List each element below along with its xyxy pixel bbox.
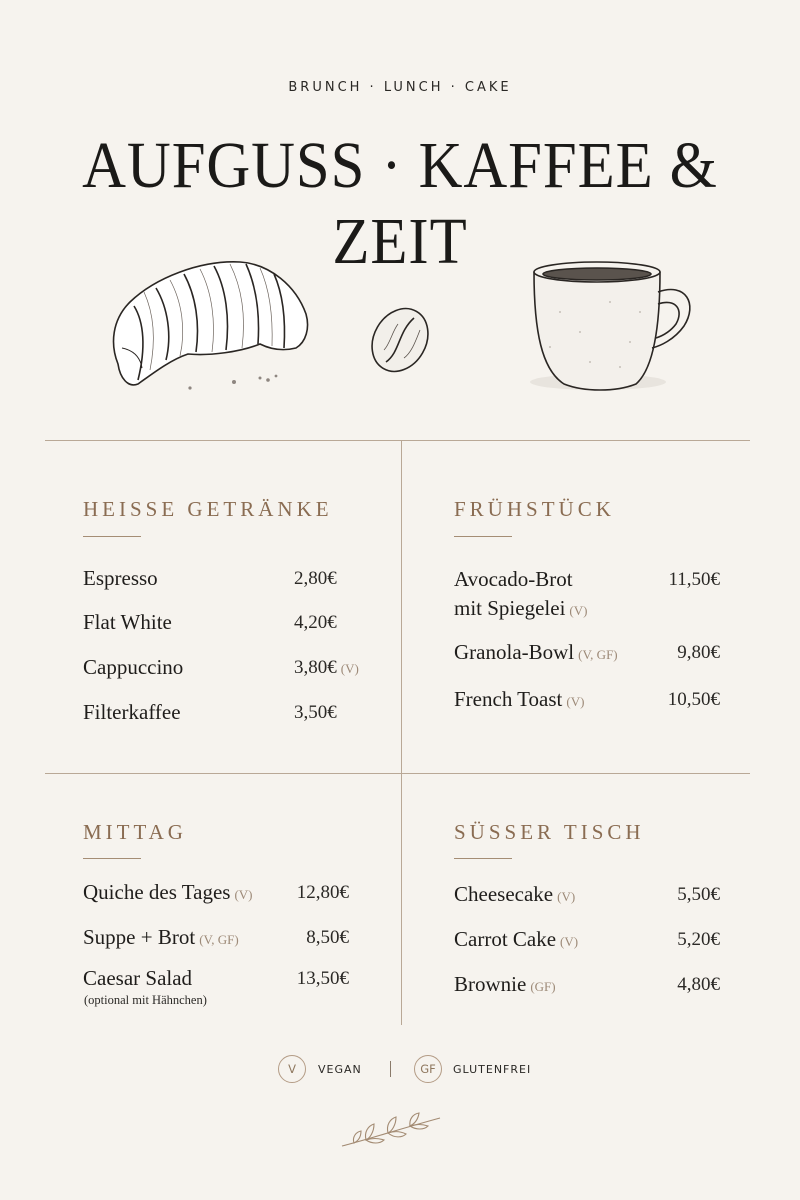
divider-vertical (401, 440, 402, 1025)
menu-item-name: Carrot Cake (V) (454, 927, 579, 951)
menu-item-note: (optional mit Hähnchen) (84, 993, 207, 1007)
menu-item-name: Granola-Bowl (V, GF) (454, 640, 618, 664)
section-rule (83, 858, 141, 859)
menu-item-name: French Toast (V) (454, 687, 585, 711)
menu-item-price: 3,50€ (294, 702, 337, 723)
diet-tag: (V) (566, 694, 585, 709)
menu-item-price: 5,50€ (677, 884, 720, 905)
menu-item-name: Cheesecake (V) (454, 882, 576, 906)
tagline: BRUNCH · LUNCH · CAKE (288, 80, 512, 95)
menu-item-name-line2: mit Spiegelei (V) (454, 596, 588, 620)
section-rule (454, 858, 512, 859)
menu-item-name: Brownie (GF) (454, 972, 556, 996)
vegan-label: VEGAN (318, 1063, 362, 1076)
legend-separator (390, 1061, 391, 1077)
legend (0, 1055, 800, 1085)
diet-tag: (V) (340, 661, 359, 676)
divider-middle (45, 773, 750, 774)
menu-item-name: Filterkaffee (83, 700, 181, 724)
menu-item-price: 4,20€ (294, 612, 337, 633)
section-title-fruehstueck: FRÜHSTÜCK (454, 497, 615, 521)
coffee-bean-icon (360, 300, 440, 380)
section-rule (83, 536, 141, 537)
menu-item-price: 10,50€ (667, 689, 720, 710)
menu-item-name: Avocado-Brot (454, 567, 573, 591)
menu-item-name: Flat White (83, 610, 172, 634)
glutenfree-symbol: GF (414, 1055, 442, 1083)
menu-item-name: Cappuccino (83, 655, 184, 679)
section-title-heisse-getraenke: HEISSE GETRÄNKE (83, 497, 333, 521)
diet-tag: (V, GF) (199, 932, 239, 947)
menu-item-price: 9,80€ (677, 642, 720, 663)
menu-item-price: 8,50€ (306, 927, 349, 948)
diet-tag: (V) (557, 889, 576, 904)
menu-item-price: 3,80€ (V) (294, 657, 359, 678)
page-title: AUFGUSS · KAFFEE & ZEIT (82, 129, 718, 278)
section-rule (454, 536, 512, 537)
menu-item-price: 5,20€ (677, 929, 720, 950)
menu-item-name: Espresso (83, 566, 158, 590)
menu-item-name: Suppe + Brot (V, GF) (83, 925, 239, 949)
croissant-icon (100, 252, 320, 397)
menu-item-name: Caesar Salad (83, 966, 193, 990)
section-title-mittag: MITTAG (83, 820, 187, 844)
menu-item-price: 11,50€ (668, 569, 720, 590)
menu-item-price: 4,80€ (677, 974, 720, 995)
section-title-suesser-tisch: SÜSSER TISCH (454, 820, 645, 844)
menu-item-name: Quiche des Tages (V) (83, 880, 253, 904)
diet-tag: (V) (234, 887, 253, 902)
divider-top (45, 440, 750, 441)
diet-tag: (V) (569, 603, 588, 618)
menu-item-price: 12,80€ (296, 882, 349, 903)
menu-item-price: 2,80€ (294, 568, 337, 589)
diet-tag: (V) (560, 934, 579, 949)
coffee-cup-icon (520, 252, 700, 397)
leaf-sprig-icon (336, 1110, 448, 1152)
diet-tag: (GF) (530, 979, 556, 994)
diet-tag: (V, GF) (578, 647, 618, 662)
menu-item-price: 13,50€ (296, 968, 349, 989)
vegan-symbol: V (278, 1055, 306, 1083)
glutenfree-label: GLUTENFREI (453, 1063, 532, 1076)
